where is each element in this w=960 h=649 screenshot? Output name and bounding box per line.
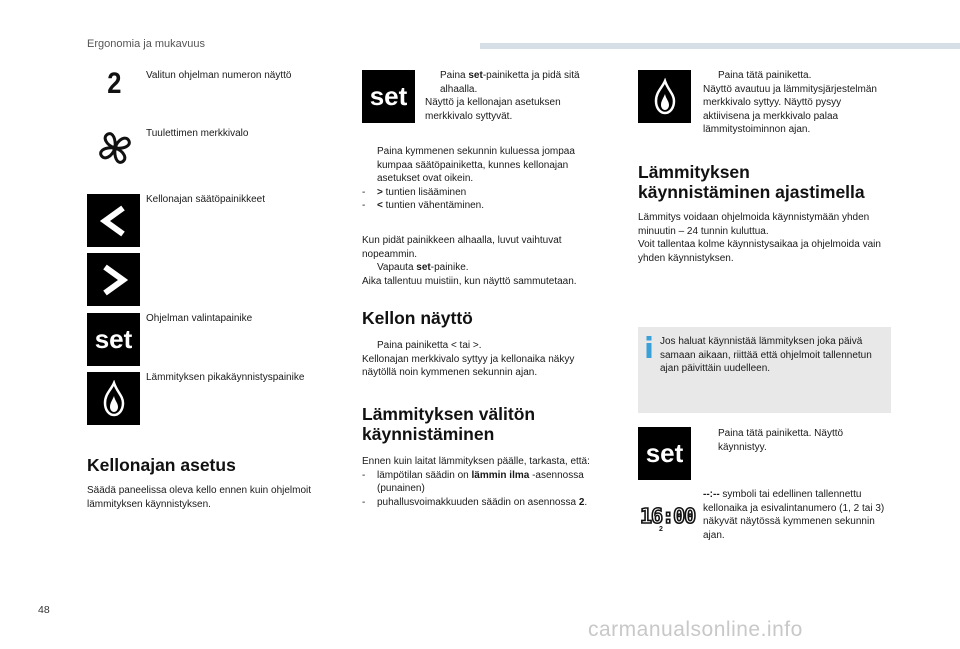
step-adjust: Paina kymmenen sekunnin kuluessa jompaa kumpaa säätöpainiketta, kunnes kellonajan asetukset ovat oikein. - > tuntien lisääminen - < tuntien vähentäminen. (362, 146, 575, 211)
flame-icon (638, 70, 691, 123)
step-set-display: Paina tätä painiketta. Näyttö käynnistyy. (718, 428, 844, 453)
timer-paragraph: Lämmitys voidaan ohjelmoida käynnistymään yhden minuutin – 24 tunnin kuluttua. Voit tallentaa kolme käynnistysaikaa ja ohjelmoida vain yhden käynnistyksen. (638, 212, 881, 264)
conditions-text: Ennen kuin laitat lämmityksen päälle, tarkasta, että: - lämpötilan säädin on lämmin ilma -asennossa (punainen) - puhallusvoimakkuuden säädin on asennossa 2. (362, 456, 590, 508)
fan-icon (96, 129, 134, 167)
item-label: Tuulettimen merkkivalo (146, 128, 249, 139)
section-header: Ergonomia ja mukavuus (87, 38, 206, 50)
heading-kellonajan-asetus: Kellonajan asetus (87, 455, 236, 475)
set-button-icon: set (362, 70, 415, 123)
heading-kellon-naytto: Kellon näyttö (362, 308, 473, 328)
info-icon (645, 336, 653, 358)
step-set-hold: Paina set-painiketta ja pidä sitä alhaalla. Näyttö ja kellonajan asetuksen merkkivalo syttyvät. (425, 70, 580, 122)
step-release: Kun pidät painikkeen alhaalla, luvut vaihtuvat nopeammin. Vapauta set-painike. Aika tallentuu muistiin, kun näyttö sammutetaan. (362, 235, 577, 287)
page-number: 48 (38, 604, 50, 616)
info-text: Jos haluat käynnistää lämmityksen joka päivä samaan aikaan, riittää että ohjelmoit tallennetun ajan päivittäin uudelleen. (660, 336, 872, 374)
step-flame: Paina tätä painiketta. Näyttö avautuu ja lämmitysjärjestelmän merkkivalo syttyy. Näyttö pysyy aktiivisena ja merkkivalo palaa lämmitystoiminnon ajan. (703, 70, 877, 135)
paragraph: Säädä paneelissa oleva kello ennen kuin ohjelmoit lämmityksen käynnistyksen. (87, 485, 312, 510)
item-label: Ohjelman valintapainike (146, 313, 253, 324)
item-label: Kellonajan säätöpainikkeet (146, 194, 265, 205)
set-button-icon: set (638, 427, 691, 480)
item-label: Lämmityksen pikakäynnistyspainike (146, 372, 305, 383)
lcd-display-icon: 16:00 2 (640, 504, 696, 533)
arrow-left-button-icon (87, 194, 140, 247)
note-text: --:-- symboli tai edellinen tallennettu kellonaika ja esivalintanumero (1, 2 tai 3) näkyvät näytössä kymmenen sekunnin ajan. (703, 489, 885, 541)
flame-icon (87, 372, 140, 425)
item-label: Valitun ohjelman numeron näyttö (146, 70, 292, 81)
arrow-right-button-icon (87, 253, 140, 306)
clock-display-text: Paina painiketta < tai >. Kellonajan merkkivalo syttyy ja kellonaika näkyy näytöllä noin kymmenen sekunnin ajan. (362, 340, 575, 378)
number-2-icon: 2 (106, 67, 122, 100)
header-bar (480, 43, 960, 49)
heading-ajastin: Lämmityksen käynnistäminen ajastimella (638, 162, 865, 202)
heading-valiton-kaynnistaminen: Lämmityksen välitön käynnistäminen (362, 404, 536, 444)
set-button-icon: set (87, 313, 140, 366)
watermark: carmanualsonline.info (588, 618, 803, 641)
